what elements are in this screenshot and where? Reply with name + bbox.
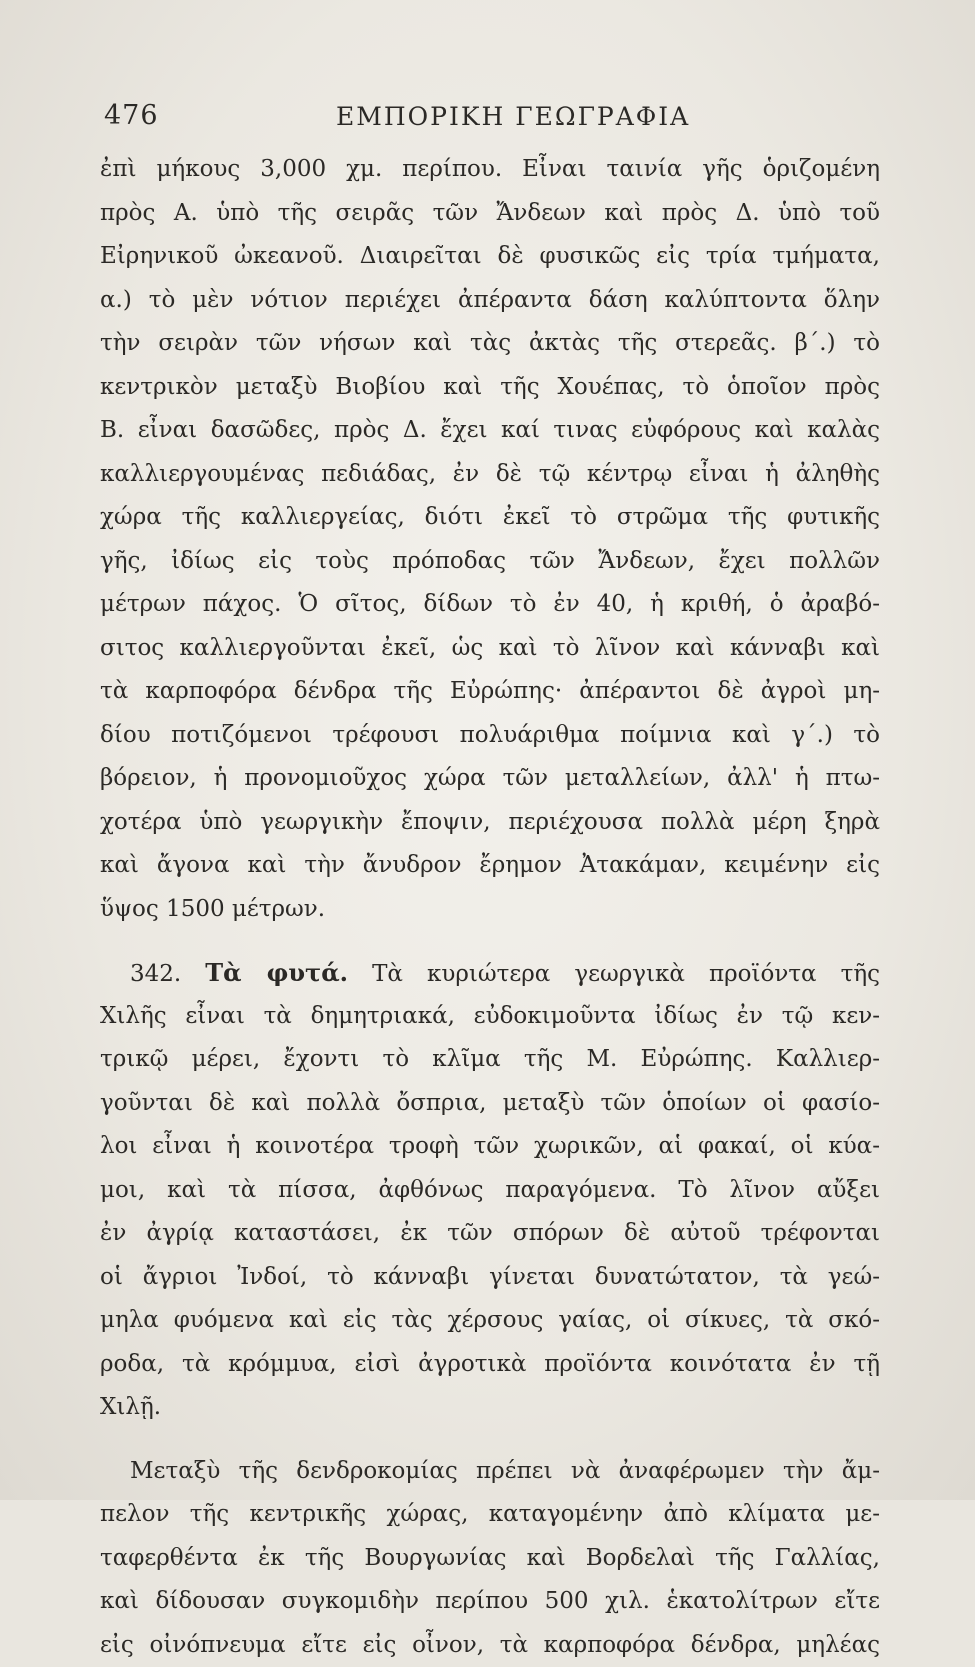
text-line: οἱ ἄγριοι Ἰνδοί, τὸ κάνναβι γίνεται δυνατώτατον, τὰ γεώ- — [100, 1256, 880, 1300]
text-line: Εἰρηνικοῦ ὠκεανοῦ. Διαιρεῖται δὲ φυσικῶς εἰς τρία τμήματα, — [100, 235, 880, 279]
text-line: Μεταξὺ τῆς δενδροκομίας πρέπει νὰ ἀναφέρωμεν τὴν ἄμ- — [100, 1450, 880, 1494]
section-heading: Τὰ φυτά. — [205, 958, 348, 987]
paragraph-viticulture — [100, 1450, 880, 1667]
text-line: Χιλῇ. — [100, 1386, 880, 1430]
running-title: ΕΜΠΟΡΙΚΗ ΓΕΩΓΡΑΦΙΑ — [336, 102, 690, 131]
section-number: 342. — [130, 961, 181, 987]
text-line: γῆς, ἰδίως εἰς τοὺς πρόποδας τῶν Ἄνδεων, ἔχει πολλῶν — [100, 540, 880, 584]
text-line: γοῦνται δὲ καὶ πολλὰ ὄσπρια, μεταξὺ τῶν ὁποίων οἱ φασίο- — [100, 1082, 880, 1126]
text-line: ροδα, τὰ κρόμμυα, εἰσὶ ἀγροτικὰ προϊόντα κοινότατα ἐν τῇ — [100, 1343, 880, 1387]
text-line: ἐπὶ μήκους 3,000 χμ. περίπου. Εἶναι ταινία γῆς ὁριζομένη — [100, 148, 880, 192]
text-line: μηλα φυόμενα καὶ εἰς τὰς χέρσους γαίας, οἱ σίκυες, τὰ σκό- — [100, 1299, 880, 1343]
text-line: τὰ καρποφόρα δένδρα τῆς Εὐρώπης· ἀπέραντοι δὲ ἀγροὶ μη- — [100, 670, 880, 714]
text-line: βόρειον, ἡ προνομιοῦχος χώρα τῶν μεταλλείων, ἀλλ' ἡ πτω- — [100, 757, 880, 801]
text-line: ταφερθέντα ἐκ τῆς Βουργωνίας καὶ Βορδελαὶ τῆς Γαλλίας, — [100, 1537, 880, 1581]
paragraph-spacer — [100, 1430, 880, 1450]
text-line: α.) τὸ μὲν νότιον περιέχει ἀπέραντα δάση καλύπτοντα ὅλην — [100, 279, 880, 323]
text-line: τρικῷ μέρει, ἔχοντι τὸ κλῖμα τῆς Μ. Εὐρώπης. Καλλιερ- — [100, 1038, 880, 1082]
text-line: πρὸς Α. ὑπὸ τῆς σειρᾶς τῶν Ἄνδεων καὶ πρὸς Δ. ὑπὸ τοῦ — [100, 192, 880, 236]
text-line: καὶ δίδουσαν συγκομιδὴν περίπου 500 χιλ. ἑκατολίτρων εἴτε — [100, 1580, 880, 1624]
text-line: λοι εἶναι ἡ κοινοτέρα τροφὴ τῶν χωρικῶν, αἱ φακαί, οἱ κύα- — [100, 1125, 880, 1169]
section-first-line — [100, 951, 880, 995]
text-line: Χιλῆς εἶναι τὰ δημητριακά, εὐδοκιμοῦντα ἰδίως ἐν τῷ κεν- — [100, 995, 880, 1039]
text-line: τὴν σειρὰν τῶν νήσων καὶ τὰς ἀκτὰς τῆς στερεᾶς. β΄.) τὸ — [100, 322, 880, 366]
text-line: χοτέρα ὑπὸ γεωργικὴν ἔποψιν, περιέχουσα πολλὰ μέρη ξηρὰ — [100, 801, 880, 845]
section-first-line-text: Τὰ κυριώτερα γεωργικὰ προϊόντα τῆς — [372, 961, 880, 987]
text-line: καλλιεργουμένας πεδιάδας, ἐν δὲ τῷ κέντρῳ εἶναι ἡ ἀληθὴς — [100, 453, 880, 497]
section-342 — [100, 951, 880, 1430]
text-line: κεντρικὸν μεταξὺ Βιοβίου καὶ τῆς Χουέπας, τὸ ὁποῖον πρὸς — [100, 366, 880, 410]
text-line: ὕψος 1500 μέτρων. — [100, 888, 880, 932]
text-line: μέτρων πάχος. Ὁ σῖτος, δίδων τὸ ἐν 40, ἡ κριθή, ὁ ἀραβό- — [100, 583, 880, 627]
text-line: σιτος καλλιεργοῦνται ἐκεῖ, ὡς καὶ τὸ λῖνον καὶ κάνναβι καὶ — [100, 627, 880, 671]
text-line: μοι, καὶ τὰ πίσσα, ἀφθόνως παραγόμενα. Τὸ λῖνον αὔξει — [100, 1169, 880, 1213]
text-line: ἐν ἀγρίᾳ καταστάσει, ἐκ τῶν σπόρων δὲ αὐτοῦ τρέφονται — [100, 1212, 880, 1256]
text-line: δίου ποτιζόμενοι τρέφουσι πολυάριθμα ποίμνια καὶ γ΄.) τὸ — [100, 714, 880, 758]
text-line: καὶ ἄγονα καὶ τὴν ἄνυδρον ἔρημον Ἀτακάμαν, κειμένην εἰς — [100, 844, 880, 888]
text-line: χώρα τῆς καλλιεργείας, διότι ἐκεῖ τὸ στρῶμα τῆς φυτικῆς — [100, 496, 880, 540]
running-head — [104, 100, 874, 140]
body-text — [100, 148, 880, 1667]
text-line: εἰς οἰνόπνευμα εἴτε εἰς οἶνον, τὰ καρποφόρα δένδρα, μηλέας — [100, 1624, 880, 1667]
paragraph-spacer — [100, 931, 880, 951]
text-line: Β. εἶναι δασῶδες, πρὸς Δ. ἔχει καί τινας εὐφόρους καὶ καλὰς — [100, 409, 880, 453]
page-number: 476 — [104, 100, 159, 131]
text-line: πελον τῆς κεντρικῆς χώρας, καταγομένην ἀπὸ κλίματα με- — [100, 1493, 880, 1537]
paragraph-geography — [100, 148, 880, 931]
